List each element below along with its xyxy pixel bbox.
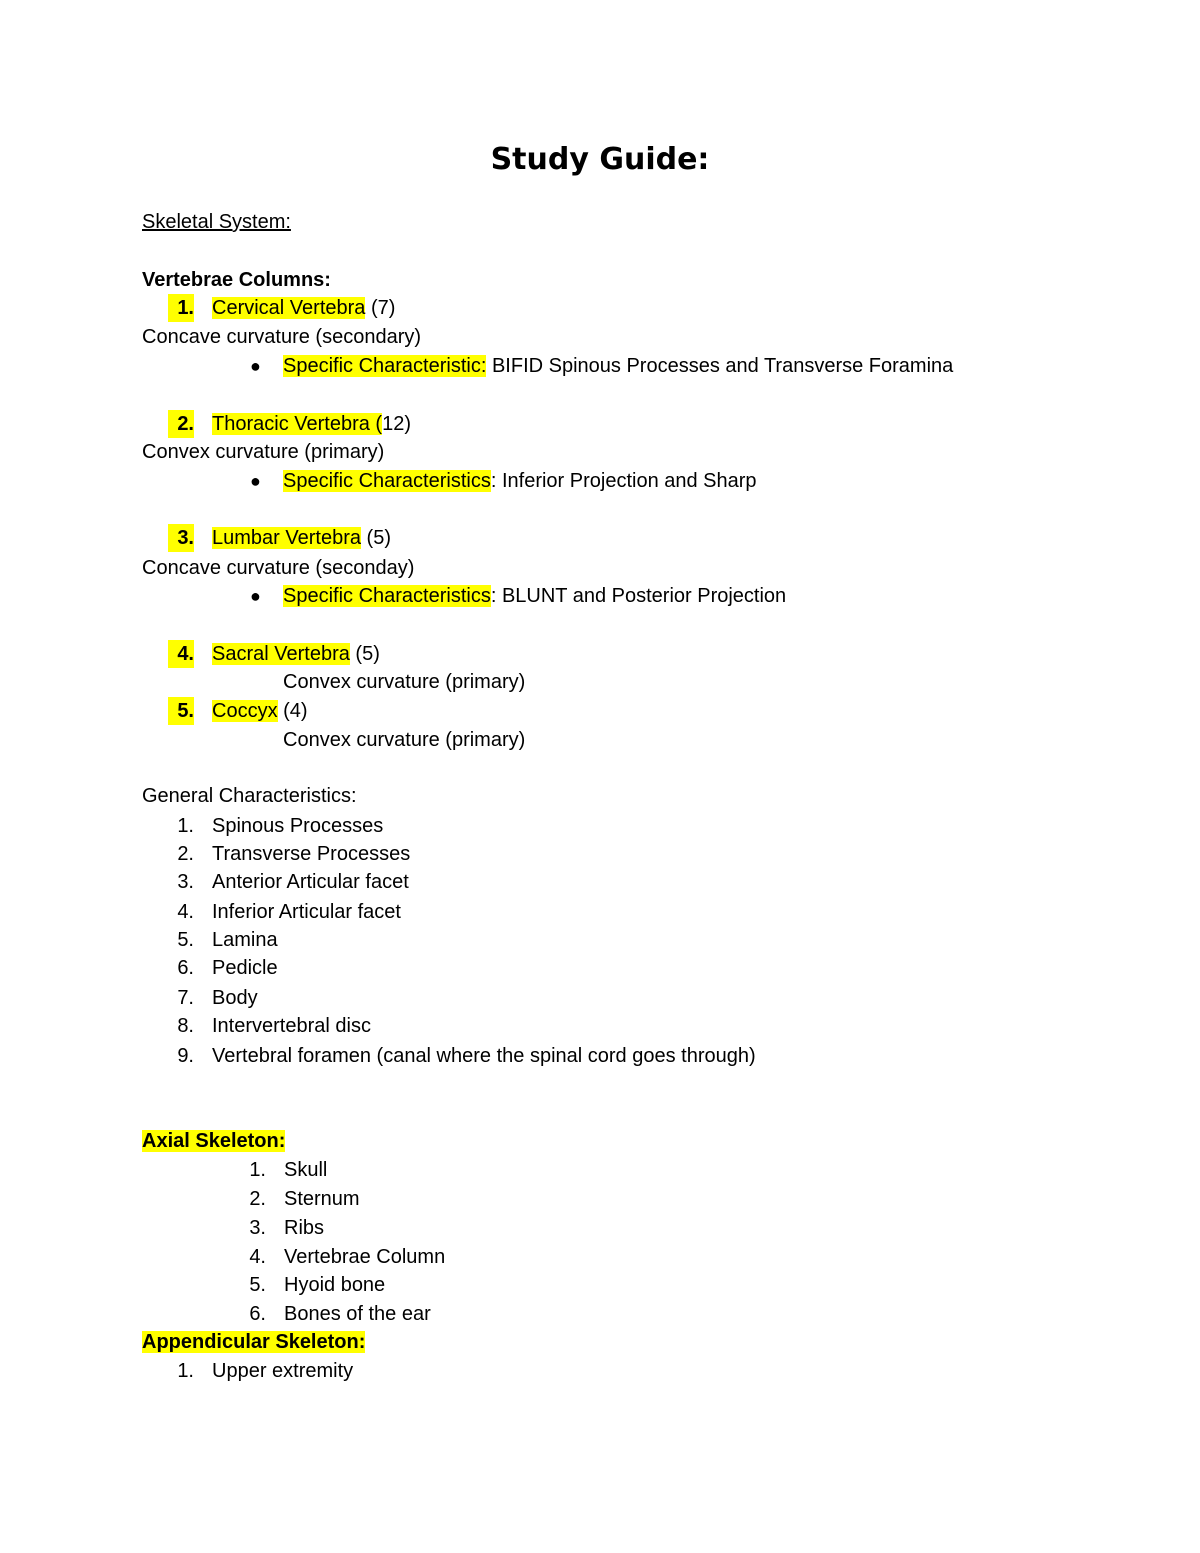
vertebra-number: 2.: [168, 410, 194, 438]
list-number: 1.: [177, 1360, 194, 1382]
list-item: Bones of the ear: [284, 1303, 431, 1325]
axial-heading: [142, 1127, 285, 1155]
characteristic-label: Specific Characteristic:: [283, 355, 487, 377]
characteristic-line: [283, 582, 786, 610]
list-item: Intervertebral disc: [212, 1015, 371, 1037]
list-item: Transverse Processes: [212, 843, 411, 865]
bullet-icon: ●: [250, 471, 261, 491]
characteristic-line: [283, 467, 757, 495]
characteristic-label: Specific Characteristics: [283, 585, 491, 607]
vertebra-item: [212, 697, 308, 725]
vertebra-number: 4.: [168, 640, 194, 668]
bullet-icon: ●: [250, 356, 261, 376]
list-number: 1.: [249, 1159, 266, 1181]
list-number: 4.: [177, 901, 194, 923]
characteristic-label: Specific Characteristics: [283, 470, 491, 492]
list-number: 5.: [177, 929, 194, 951]
list-number: 3.: [177, 871, 194, 893]
vertebra-number: 5.: [168, 697, 194, 725]
curvature-text: Convex curvature (primary): [283, 671, 526, 693]
list-number: 2.: [249, 1188, 266, 1210]
list-number: 6.: [249, 1303, 266, 1325]
curvature-text: Convex curvature (primary): [142, 441, 385, 463]
curvature-text: Convex curvature (primary): [283, 729, 526, 751]
list-number: 3.: [249, 1217, 266, 1239]
vertebra-count: (5): [360, 527, 391, 549]
vertebra-number: 3.: [168, 524, 194, 552]
list-item: Vertebral foramen (canal where the spinal cord goes through): [212, 1045, 756, 1067]
list-item: Spinous Processes: [212, 815, 384, 837]
list-number: 1.: [177, 815, 194, 837]
list-number: 9.: [177, 1045, 194, 1067]
list-item: Lamina: [212, 929, 278, 951]
list-number: 2.: [177, 843, 194, 865]
list-item: Skull: [284, 1159, 328, 1181]
bullet-icon: ●: [250, 586, 261, 606]
list-item: Inferior Articular facet: [212, 901, 401, 923]
characteristic-text: BIFID Spinous Processes and Transverse Foramina: [486, 355, 954, 377]
list-item: Ribs: [284, 1217, 325, 1239]
curvature-text: Concave curvature (secondary): [142, 326, 422, 348]
list-number: 6.: [177, 957, 194, 979]
vertebra-count: (7): [365, 297, 396, 319]
vertebra-item: [212, 640, 380, 668]
vertebra-count: (4): [277, 700, 308, 722]
section-heading-skeletal: Skeletal System:: [142, 211, 291, 233]
vertebra-item: [212, 524, 391, 552]
vertebra-name: Sacral Vertebra: [212, 643, 350, 665]
vertebra-count: (5): [349, 643, 380, 665]
list-item: Body: [212, 987, 258, 1009]
vertebra-item: [212, 294, 395, 322]
vertebrae-heading: Vertebrae Columns:: [142, 269, 331, 291]
vertebra-name: Coccyx: [212, 700, 278, 722]
list-number: 8.: [177, 1015, 194, 1037]
characteristic-text: : BLUNT and Posterior Projection: [490, 585, 787, 607]
vertebra-name: Cervical Vertebra: [212, 297, 366, 319]
list-number: 7.: [177, 987, 194, 1009]
characteristic-line: [283, 352, 953, 380]
vertebra-item: [212, 410, 411, 438]
list-item: Hyoid bone: [284, 1274, 386, 1296]
list-item: Pedicle: [212, 957, 278, 979]
axial-heading-text: Axial Skeleton:: [142, 1130, 286, 1152]
general-heading: General Characteristics:: [142, 785, 357, 807]
characteristic-text: : Inferior Projection and Sharp: [490, 470, 757, 492]
list-item: Anterior Articular facet: [212, 871, 409, 893]
list-number: 4.: [249, 1246, 266, 1268]
vertebra-number: 1.: [168, 294, 194, 322]
list-number: 5.: [249, 1274, 266, 1296]
list-item: Sternum: [284, 1188, 360, 1210]
list-item: Upper extremity: [212, 1360, 354, 1382]
vertebra-name: Lumbar Vertebra: [212, 527, 361, 549]
appendicular-heading-text: Appendicular Skeleton:: [142, 1331, 366, 1353]
list-item: Vertebrae Column: [284, 1246, 446, 1268]
appendicular-heading: [142, 1328, 365, 1356]
vertebra-name: Thoracic Vertebra (: [212, 413, 383, 435]
curvature-text: Concave curvature (seconday): [142, 557, 415, 579]
vertebra-count: 12): [382, 413, 411, 435]
page-title: Study Guide:: [490, 142, 710, 177]
